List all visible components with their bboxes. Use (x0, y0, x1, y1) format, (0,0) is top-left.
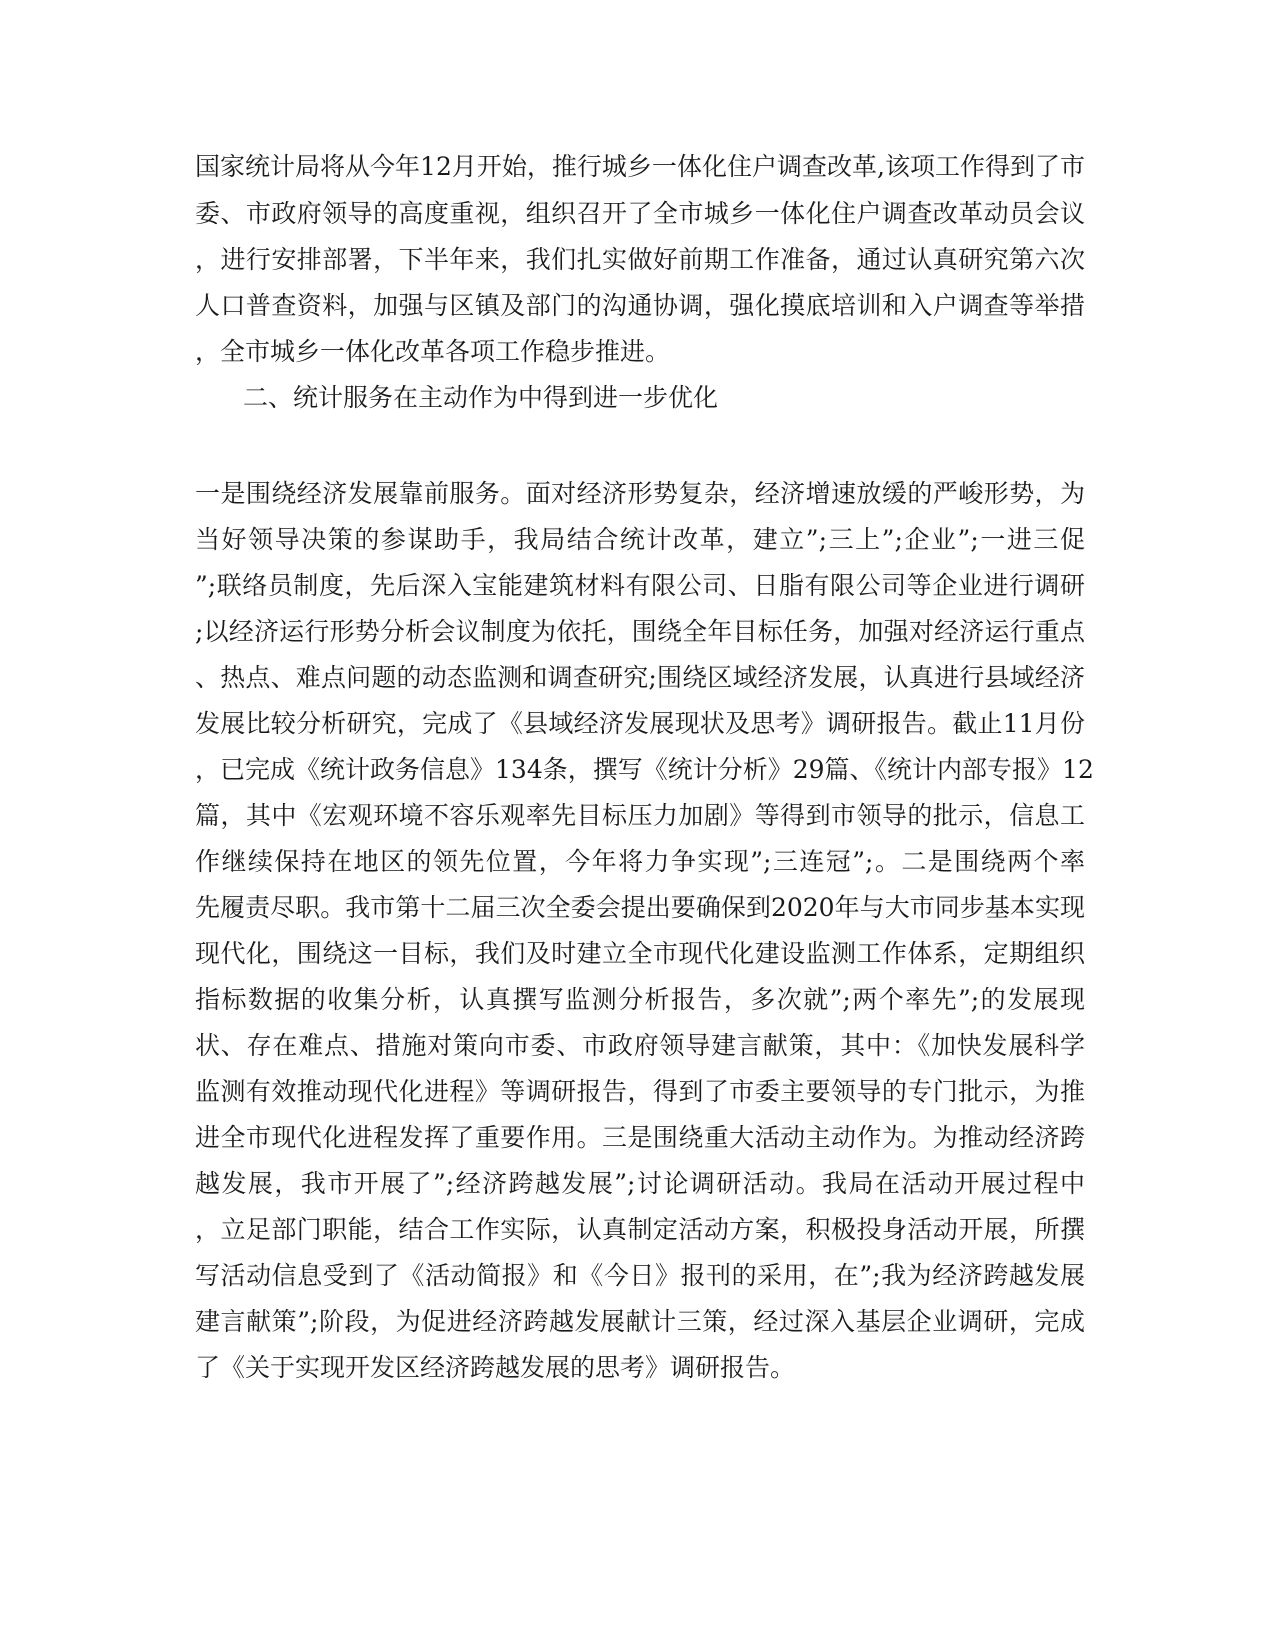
paragraph-2-line-14: 监测有效推动现代化进程》等调研报告，得到了市委主要领导的专门批示，为推 (195, 1077, 1085, 1106)
paragraph-2-line-12: 指标数据的收集分析，认真撰写监测分析报告，多次就”;两个率先”;的发展现 (195, 985, 1085, 1014)
paragraph-1-line-4: 人口普查资料，加强与区镇及部门的沟通协调，强化摸底培训和入户调查等举措 (195, 291, 1085, 320)
paragraph-2-line-19: 建言献策”;阶段，为促进经济跨越发展献计三策，经过深入基层企业调研，完成 (195, 1307, 1085, 1336)
paragraph-2-line-1: 一是围绕经济发展靠前服务。面对经济形势复杂，经济增速放缓的严峻形势，为 (195, 479, 1085, 508)
paragraph-2-line-3: ”;联络员制度，先后深入宝能建筑材料有限公司、日脂有限公司等企业进行调研 (195, 571, 1085, 600)
paragraph-2-line-15: 进全市现代化进程发挥了重要作用。三是围绕重大活动主动作为。为推动经济跨 (195, 1123, 1085, 1152)
paragraph-2-line-20: 了《关于实现开发区经济跨越发展的思考》调研报告。 (195, 1353, 796, 1382)
section-heading: 二、统计服务在主动作为中得到进一步优化 (243, 383, 719, 412)
paragraph-2-line-9: 作继续保持在地区的领先位置，今年将力争实现”;三连冠”;。二是围绕两个率 (195, 847, 1085, 876)
paragraph-2-line-16: 越发展，我市开展了”;经济跨越发展”;讨论调研活动。我局在活动开展过程中 (195, 1169, 1085, 1198)
paragraph-2-line-2: 当好领导决策的参谋助手，我局结合统计改革，建立”;三上”;企业”;一进三促 (195, 525, 1085, 554)
paragraph-1-line-2: 委、市政府领导的高度重视，组织召开了全市城乡一体化住户调查改革动员会议 (195, 199, 1085, 228)
paragraph-2-line-6: 发展比较分析研究，完成了《县域经济发展现状及思考》调研报告。截止11月份 (195, 709, 1085, 738)
paragraph-2-line-13: 状、存在难点、措施对策向市委、市政府领导建言献策，其中：《加快发展科学 (195, 1031, 1085, 1060)
paragraph-2-line-5: 、热点、难点问题的动态监测和调查研究;围绕区域经济发展，认真进行县域经济 (195, 663, 1085, 692)
paragraph-1-line-1: 国家统计局将从今年12月开始，推行城乡一体化住户调查改革,该项工作得到了市 (195, 152, 1085, 181)
paragraph-2-line-17: ，立足部门职能，结合工作实际，认真制定活动方案，积极投身活动开展，所撰 (195, 1215, 1085, 1244)
paragraph-2-line-7: ，已完成《统计政务信息》134条，撰写《统计分析》29篇、《统计内部专报》12 (195, 755, 1094, 784)
paragraph-2-line-10: 先履责尽职。我市第十二届三次全委会提出要确保到2020年与大市同步基本实现 (195, 893, 1085, 922)
paragraph-1-line-3: ，进行安排部署，下半年来，我们扎实做好前期工作准备，通过认真研究第六次 (195, 245, 1085, 274)
paragraph-2-line-11: 现代化，围绕这一目标，我们及时建立全市现代化建设监测工作体系，定期组织 (195, 939, 1085, 968)
paragraph-1-line-5: ，全市城乡一体化改革各项工作稳步推进。 (195, 337, 671, 366)
paragraph-2-line-4: ;以经济运行形势分析会议制度为依托，围绕全年目标任务，加强对经济运行重点 (195, 617, 1085, 646)
paragraph-2-line-8: 篇，其中《宏观环境不容乐观率先目标压力加剧》等得到市领导的批示，信息工 (195, 801, 1085, 830)
paragraph-2-line-18: 写活动信息受到了《活动简报》和《今日》报刊的采用，在”;我为经济跨越发展 (195, 1261, 1085, 1290)
